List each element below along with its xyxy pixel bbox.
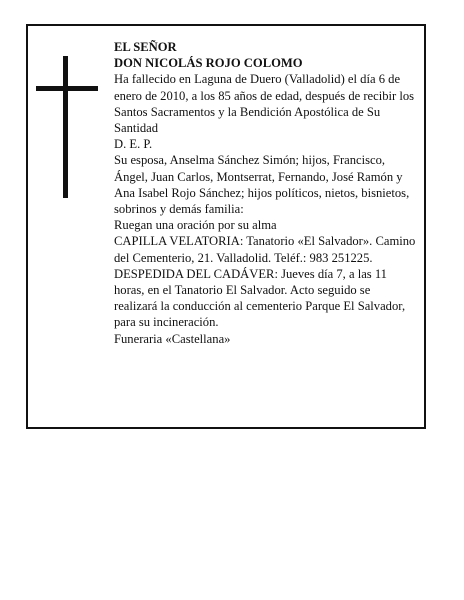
cross-vertical-bar [63, 56, 68, 198]
farewell-label: DESPEDIDA DEL CADÁVER: [114, 266, 278, 281]
prayer-request: Ruegan una oración por su alma [114, 218, 277, 233]
family-list: Su esposa, Anselma Sánchez Simón; hijos, Francisco, Ángel, Juan Carlos, Montserrat, Fernando, José Ramón y Ana Isabel Rojo Sánchez; hijos políticos, nietos, bisnietos, sobrinos y demás familia: [114, 153, 410, 217]
heading-line-1: EL SEÑOR [114, 40, 177, 54]
funeral-home: Funeraria «Castellana» [114, 331, 231, 346]
dep-line: D. E. P. [114, 137, 153, 152]
cross-horizontal-bar [36, 86, 98, 91]
chapel-info [114, 233, 416, 265]
death-info: Ha fallecido en Laguna de Duero (Valladolid) el día 6 de enero de 2010, a los 85 años de edad, después de recibir los Santos Sacramentos y la Bendición Apostólica de Su Santidad [114, 72, 415, 136]
latin-cross-icon [36, 56, 98, 198]
chapel-text: Tanatorio «El Salvador». Camino del Cementerio, 21. Valladolid. Teléf.: 983 251225. [114, 234, 416, 265]
chapel-label: CAPILLA VELATORIA: [114, 234, 244, 249]
deceased-name: DON NICOLÁS ROJO COLOMO [114, 56, 303, 71]
farewell-info [114, 266, 416, 331]
farewell-text: Jueves día 7, a las 11 horas, en el Tanatorio El Salvador. Acto seguido se realizará la conducción al cementerio Parque El Salvador, para su incineración. [114, 266, 406, 330]
obituary-text [114, 39, 416, 347]
